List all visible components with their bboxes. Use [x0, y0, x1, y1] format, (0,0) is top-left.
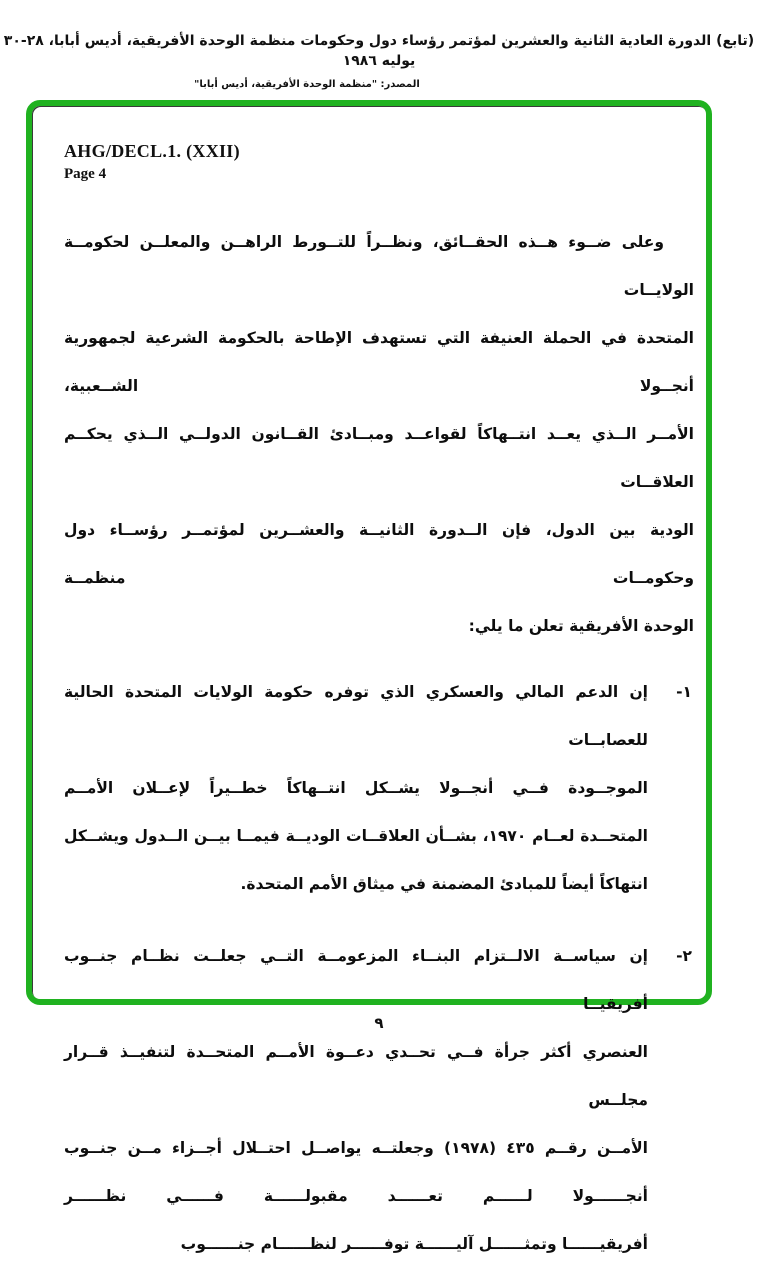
- intro-line: المتحدة في الحملة العنيفة التي تستهدف الإطاحة بالحكومة الشرعية لجمهورية أنجــولا الشــعبية،: [64, 329, 694, 395]
- numbered-item-1: [64, 668, 694, 908]
- citation-source: المصدر: "منظمة الوحدة الأفريقية، أديس أبابا": [194, 79, 420, 90]
- document-header: [64, 140, 694, 184]
- item-line: العنصري أكثر جرأة فــي تحــدي دعــوة الأمــم المتحــدة لتنفيــذ قــرار مجلــس: [64, 1043, 648, 1109]
- numbered-item-2: [64, 932, 694, 1268]
- page-number: ٩: [374, 1014, 384, 1032]
- item-line: المتحــدة لعــام ١٩٧٠، بشــأن العلاقــات الوديــة فيمــا بيــن الــدول ويشــكل: [64, 827, 648, 845]
- item-number: ١-: [676, 683, 692, 701]
- intro-line: الودية بين الدول، فإن الــدورة الثانيــة والعشــرين لمؤتمــر رؤســاء دول وحكومــات منظمــة: [64, 521, 694, 587]
- item-line: الموجــودة فــي أنجــولا يشــكل انتــهاكاً خطــيراً لإعــلان الأمــم: [64, 779, 648, 797]
- item-line: أنجــــــولا لــــــم تعــــــد مقبولــــــة فــــــي نظــــــر: [64, 1187, 648, 1205]
- citation-title: (تابع) الدورة العادية الثانية والعشرين لمؤتمر رؤساء دول وحكومات منظمة الوحدة الأفريقية، أديس أبابا، ٢٨-٣٠ يوليه ١٩٨٦: [3, 33, 755, 69]
- item-line: إن الدعم المالي والعسكري الذي توفره حكومة الولايات المتحدة الحالية للعصابــات: [64, 683, 648, 749]
- document-page-content: [32, 106, 706, 1253]
- item-number: ٢-: [676, 947, 692, 965]
- scan-citation-header: [0, 31, 758, 92]
- document-page-label: Page 4: [64, 166, 107, 182]
- intro-paragraph: [64, 218, 694, 650]
- item-line: أفريقيــــــا وتمثــــــل آليــــــة توفــــــر لنظــــــام جنــــــوب: [180, 1235, 648, 1253]
- document-body: [64, 218, 694, 1268]
- item-line: إن سياســة الالــتزام البنــاء المزعومــة التــي جعلــت نظــام جنــوب أفريقيــا: [64, 947, 648, 1013]
- intro-line: وعلى ضــوء هــذه الحقــائق، ونظــراً للتــورط الراهــن والمعلــن لحكومــة الولايــات: [64, 233, 694, 299]
- item-line: الأمــن رقــم ٤٣٥ (١٩٧٨) وجعلتــه يواصــل احتــلال أجــزاء مــن جنــوب: [64, 1139, 648, 1157]
- document-green-border-box: [26, 100, 712, 1253]
- intro-line: الوحدة الأفريقية تعلن ما يلي:: [468, 617, 694, 635]
- document-reference: AHG/DECL.1. (XXII): [64, 141, 240, 161]
- item-line: انتهاكاً أيضاً للمبادئ المضمنة في ميثاق الأمم المتحدة.: [240, 875, 648, 893]
- intro-line: الأمــر الــذي يعــد انتــهاكاً لقواعــد ومبــادئ القــانون الدولــي الــذي يحكــم العلاقــات: [64, 425, 694, 491]
